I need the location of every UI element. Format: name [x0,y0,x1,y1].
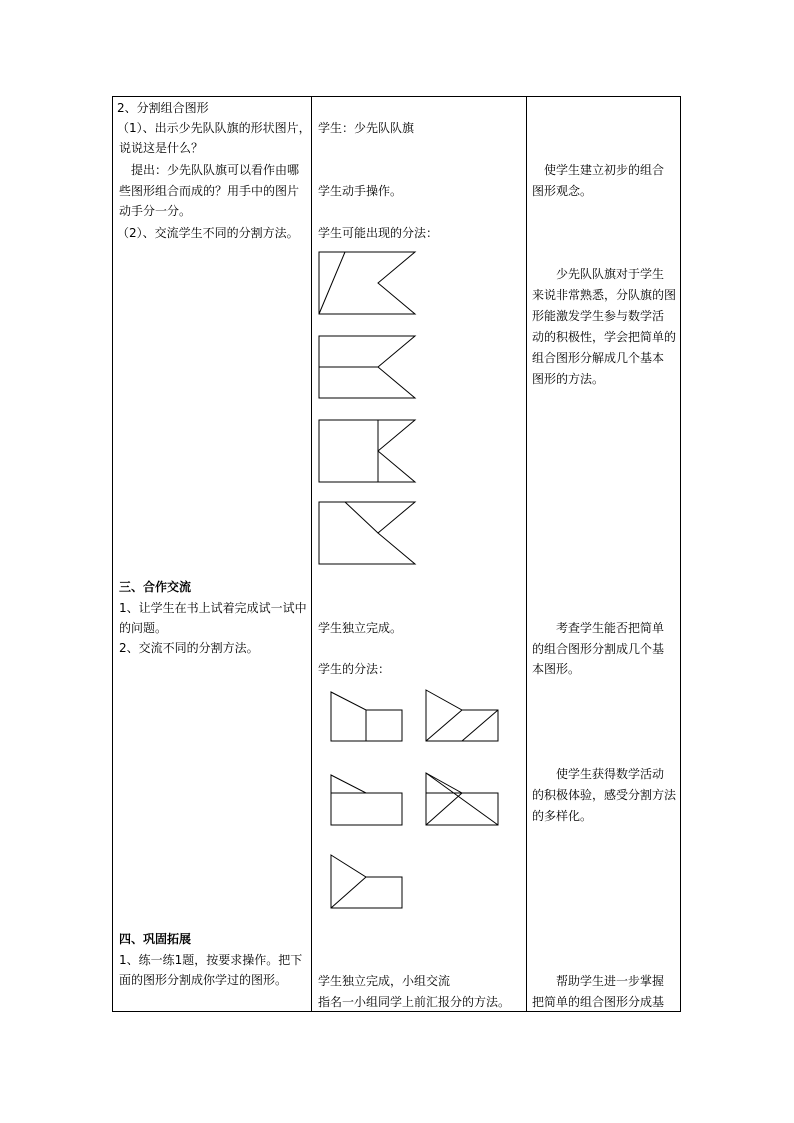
intent1-line2: 图形观念。 [532,184,593,198]
flag-figure-2 [319,336,415,398]
intent2-line2: 来说非常熟悉，分队旗的图 [532,288,677,302]
group-line1: 学生独立完成，小组交流 [318,974,451,988]
student-hands-on: 学生动手操作。 [318,184,403,198]
possible-methods: 学生可能出现的分法： [318,226,439,240]
step1-line1: （1）、出示少先队队旗的形状图片， [117,121,311,135]
intent2-line1: 少先队队旗对于学生 [532,267,665,281]
student-answer: 学生：少先队队旗 [318,121,415,135]
section2-heading: 2、分割组合图形 [117,101,209,115]
intent4-line3: 的多样化。 [532,809,593,823]
flag-figure-1 [319,252,415,314]
shape-figure-1 [331,692,402,741]
flag-figure-3 [319,420,415,482]
shape-figure-5 [331,855,402,908]
shape-figure-3 [331,775,402,825]
section4-heading: 四、巩固拓展 [119,932,192,946]
group-line2: 指名一小组同学上前汇报分的方法。 [318,995,511,1009]
step1-line2: 说说这是什么？ [119,141,204,155]
section3-heading: 三、合作交流 [119,580,192,594]
flag-figure-4 [319,502,415,564]
s3-item1-line2: 的问题。 [119,621,168,635]
prompt-line2: 些图形组合而成的？用手中的图片 [119,184,300,198]
intent2-line6: 图形的方法。 [532,372,605,386]
intent3-line3: 本图形。 [532,662,581,676]
intent2-line5: 组合图形分解成几个基本 [532,351,665,365]
intent2-line3: 形能激发学生参与数学活 [532,309,665,323]
prompt-line3: 动手分一分。 [119,204,192,218]
intent4-line2: 的积极体验，感受分割方法 [532,788,677,802]
intent2-line4: 动的积极性，学会把简单的 [532,330,677,344]
shape-figure-4 [426,773,498,825]
independent-complete: 学生独立完成。 [318,621,403,635]
intent3-line1: 考查学生能否把简单 [532,621,665,635]
intent1-line1: 使学生建立初步的组合 [532,163,665,177]
intent5-line2: 把简单的组合图形分成基 [532,995,665,1009]
s3-item2: 2、交流不同的分割方法。 [119,641,259,655]
step2-text: （2）、交流学生不同的分割方法。 [117,226,299,240]
intent3-line2: 的组合图形分割成几个基 [532,642,665,656]
s4-item1-line1: 1、练一练1题，按要求操作。把下 [119,953,303,967]
intent5-line1: 帮助学生进一步掌握 [532,974,665,988]
shape-figure-2 [426,690,498,741]
s3-item1-line1: 1、让学生在书上试着完成试一试中 [119,601,307,615]
prompt-line1: 提出：少先队队旗可以看作由哪 [119,163,300,177]
intent4-line1: 使学生获得数学活动 [532,767,665,781]
student-methods: 学生的分法： [318,662,391,676]
s4-item1-line2: 面的图形分割成你学过的图形。 [119,973,288,987]
